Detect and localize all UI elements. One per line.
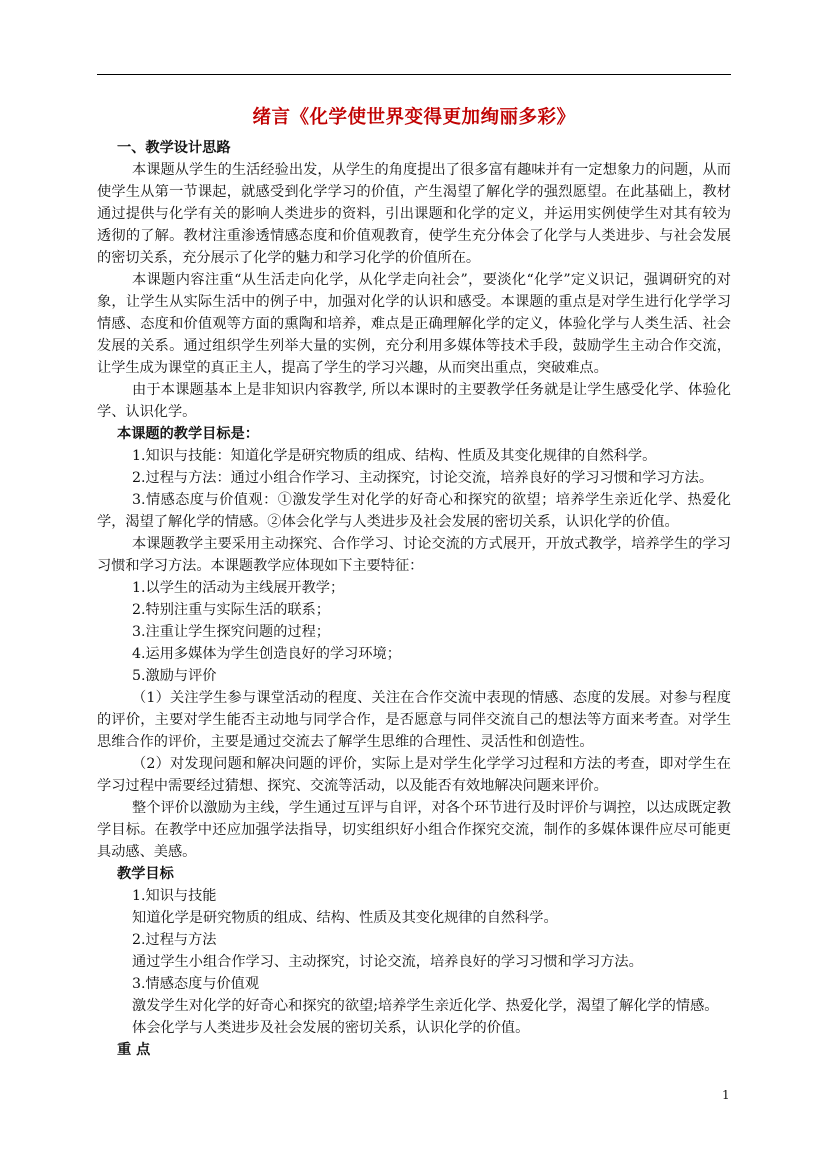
evaluation-item-2: （2）对发现问题和解决问题的评价，实际上是对学生化学学习过程和方法的考查，即对学生在学习过程中需要经过猜想、探究、交流等活动，以及能否有效地解决问题来评价。 (97, 756, 731, 794)
feature-item-5: 5.激励与评价 (132, 668, 217, 684)
focus-heading: 重 点 (117, 1042, 151, 1058)
document-title: 绪言《化学使世界变得更加绚丽多彩》 (252, 107, 576, 128)
feature-item-1: 1.以学生的活动为主线展开教学； (132, 580, 345, 596)
objective-text-3b: 体会化学与人类进步及社会发展的密切关系，认识化学的价值。 (132, 1020, 530, 1036)
objective-text-3a: 激发学生对化学的好奇心和探究的欲望;培养学生亲近化学、热爱化学，渴望了解化学的情感。 (132, 998, 719, 1014)
objective-text-1: 知道化学是研究物质的组成、结构、性质及其变化规律的自然科学。 (132, 910, 558, 926)
goal-item-2: 2.过程与方法：通过小组合作学习、主动探究，讨论交流，培养良好的学习习惯和学习方法。 (132, 470, 714, 486)
paragraph-2: 本课题内容注重“从生活走向化学，从化学走向社会”，要淡化“化学”定义识记，强调研究的对象，让学生从实际生活中的例子中，加强对化学的认识和感受。本课题的重点是对学生进行化学学习情感、态度和价值观等方面的熏陶和培养，难点是正确理解化学的定义，体验化学与人类生活、社会发展的关系。通过组织学生列举大量的实例，充分利用多媒体等技术手段，鼓励学生主动合作交流，让学生成为课堂的真正主人，提高了学生的学习兴趣，从而突出重点，突破难点。 (97, 272, 731, 376)
objective-label-2: 2.过程与方法 (132, 932, 217, 948)
goals-heading: 本课题的教学目标是： (117, 426, 259, 442)
objective-text-2: 通过学生小组合作学习、主动探究，讨论交流，培养良好的学习习惯和学习方法。 (132, 954, 643, 970)
objective-label-1: 1.知识与技能 (132, 888, 217, 904)
evaluation-item-1: （1）关注学生参与课堂活动的程度、关注在合作交流中表现的情感、态度的发展。对参与程度的评价，主要对学生能否主动地与同学合作，是否愿意与同伴交流自己的想法等方面来考查。对学生思维合作的评价，主要是通过交流去了解学生思维的合理性、灵活性和创造性。 (97, 690, 731, 750)
section-heading-design: 一、教学设计思路 (117, 140, 231, 156)
feature-item-2: 2.特别注重与实际生活的联系； (132, 602, 330, 618)
feature-item-3: 3.注重让学生探究问题的过程； (132, 624, 330, 640)
paragraph-4: 本课题教学主要采用主动探究、合作学习、讨论交流的方式展开，开放式教学，培养学生的学习习惯和学习方法。本课题教学应体现如下主要特征： (97, 536, 731, 574)
paragraph-1: 本课题从学生的生活经验出发，从学生的角度提出了很多富有趣味并有一定想象力的问题，从而使学生从第一节课起，就感受到化学学习的价值，产生渴望了解化学的强烈愿望。在此基础上，教材通过提供与化学有关的影响人类进步的资料，引出课题和化学的定义，并运用实例使学生对其有较为透彻的了解。教材注重渗透情感态度和价值观教育，使学生充分体会了化学与人类进步、与社会发展的密切关系，充分展示了化学的魅力和学习化学的价值所在。 (97, 162, 731, 266)
document-body (97, 104, 731, 1061)
goal-item-1: 1.知识与技能：知道化学是研究物质的组成、结构、性质及其变化规律的自然科学。 (132, 448, 657, 464)
feature-item-4: 4.运用多媒体为学生创造良好的学习环境； (132, 646, 401, 662)
goal-item-3: 3.情感态度与价值观：①激发学生对化学的好奇心和探究的欲望；培养学生亲近化学、热爱化学，渴望了解化学的情感。②体会化学与人类进步及社会发展的密切关系，认识化学的价值。 (97, 492, 731, 530)
objective-label-3: 3.情感态度与价值观 (132, 976, 260, 992)
page-number: 1 (722, 1088, 730, 1102)
header-rule (97, 74, 731, 75)
paragraph-3: 由于本课题基本上是非知识内容教学, 所以本课时的主要教学任务就是让学生感受化学、体验化学、认识化学。 (97, 382, 731, 420)
paragraph-5: 整个评价以激励为主线，学生通过互评与自评，对各个环节进行及时评价与调控，以达成既定教学目标。在教学中还应加强学法指导，切实组织好小组合作探究交流，制作的多媒体课件应尽可能更具动感、美感。 (97, 800, 731, 860)
objectives-heading: 教学目标 (117, 866, 174, 882)
